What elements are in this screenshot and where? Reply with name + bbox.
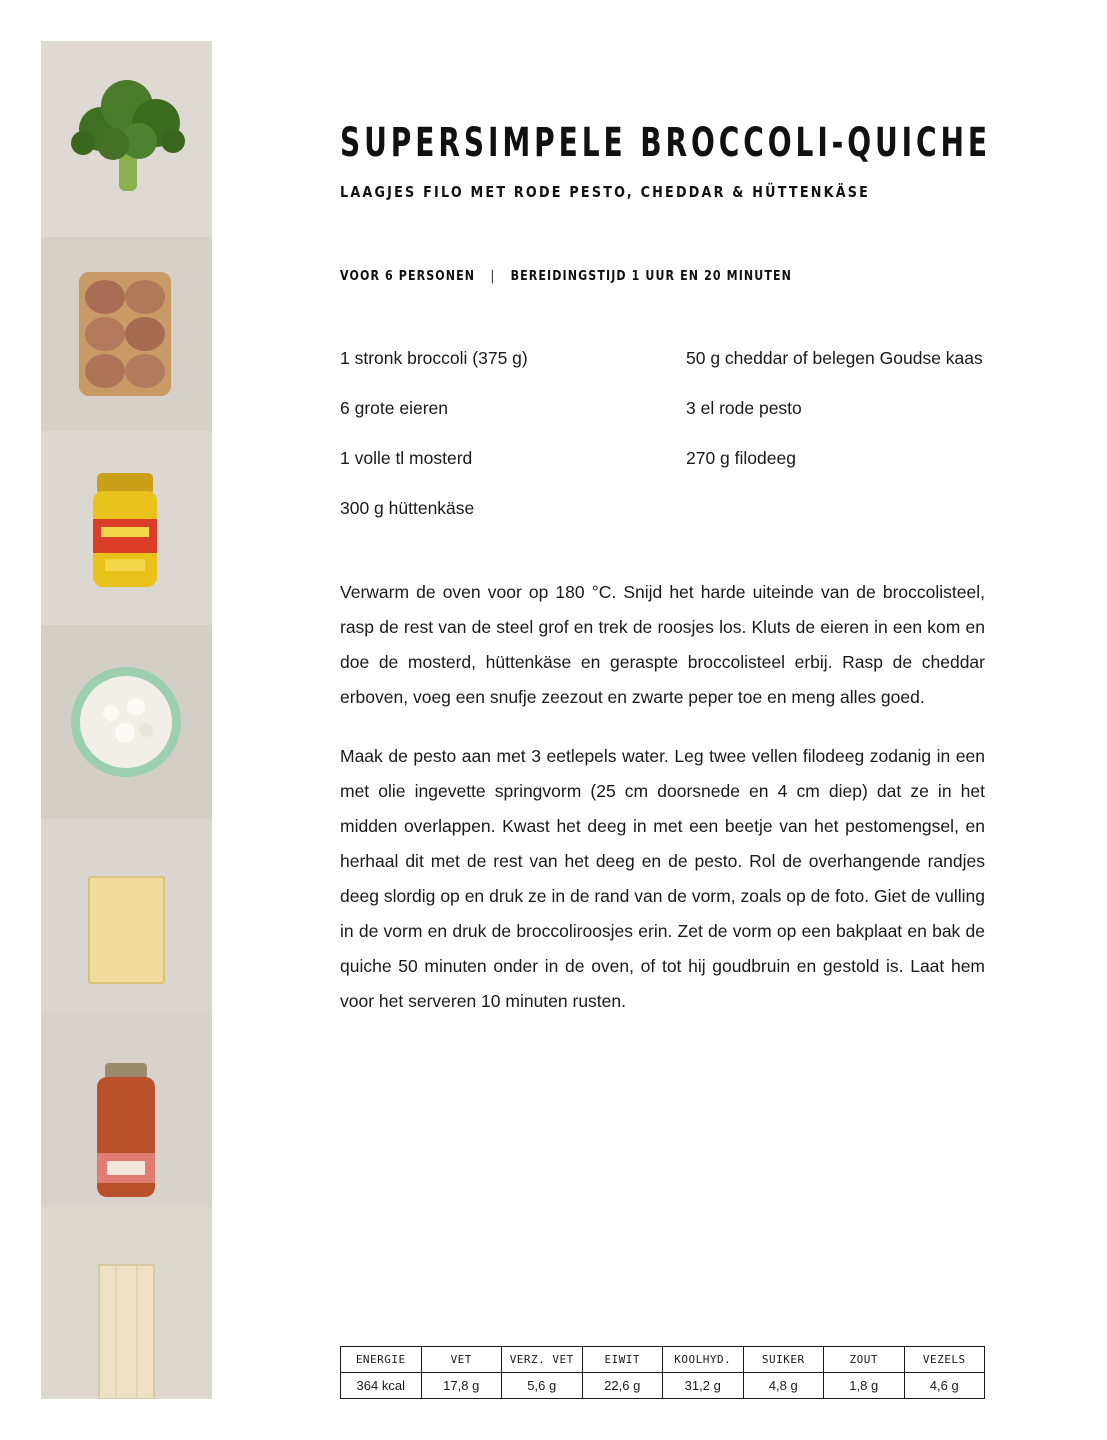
nutrition-header: KOOLHYD. (663, 1347, 744, 1373)
nutrition-value: 17,8 g (421, 1373, 502, 1399)
eggs-photo (41, 237, 212, 431)
ingredients-left-column (340, 346, 528, 546)
nutrition-value: 5,6 g (502, 1373, 583, 1399)
recipe-title: SUPERSIMPELE BROCCOLI-QUICHE (340, 120, 991, 166)
servings: VOOR 6 PERSONEN (340, 269, 476, 284)
ingredient-item: 1 volle tl mosterd (340, 448, 473, 468)
ingredients-right-column (686, 346, 983, 496)
method-step: Verwarm de oven voor op 180 °C. Snijd het harde uiteinde van de broccolisteel, rasp de rest van de steel grof en trek de roosjes los. Kluts de eieren in een kom en doe de mosterd, hüttenkäse en geraspte broccolisteel erbij. Rasp de cheddar erboven, voeg een snufje zeezout en zwarte peper toe en meng alles goed. (340, 582, 985, 707)
ingredient-item: 300 g hüttenkäse (340, 498, 475, 518)
nutrition-header-row (341, 1347, 985, 1373)
ingredient-item: 3 el rode pesto (686, 398, 802, 418)
method-step: Maak de pesto aan met 3 eetlepels water. Leg twee vellen filodeeg zodanig in een met olie ingevette springvorm (25 cm doorsnede en 4 cm diep) dat ze in het midden overlappen. Kwast het deeg in met een beetje van het pestomengsel, en herhaal dit met de rest van het deeg en de pesto. Rol de overhangende randjes deeg slordig op en druk ze in de rand van de vorm, zoals op de foto. Giet de vulling in de vorm en druk de broccoliroosjes erin. Zet de vorm op een bakplaat en bak de quiche 50 minuten onder in de oven, of tot hij goudbruin en gestold is. Laat hem voor het serveren 10 minuten rusten. (340, 746, 985, 1011)
nutrition-header: SUIKER (743, 1347, 824, 1373)
ingredient-item: 1 stronk broccoli (375 g) (340, 348, 528, 368)
broccoli-photo (41, 41, 212, 237)
prep-time: BEREIDINGSTIJD 1 UUR EN 20 MINUTEN (510, 269, 793, 284)
recipe-subtitle: LAAGJES FILO MET RODE PESTO, CHEDDAR & HÜTTENKÄSE (340, 183, 871, 201)
ingredient-item: 6 grote eieren (340, 398, 448, 418)
nutrition-table (340, 1346, 985, 1399)
ingredient-item: 270 g filodeeg (686, 448, 796, 468)
nutrition-header: VERZ. VET (502, 1347, 583, 1373)
nutrition-value: 22,6 g (582, 1373, 663, 1399)
nutrition-value: 4,8 g (743, 1373, 824, 1399)
nutrition-value: 4,6 g (904, 1373, 985, 1399)
cottage-cheese-bowl-photo (41, 625, 212, 819)
nutrition-header: VEZELS (904, 1347, 985, 1373)
nutrition-value: 1,8 g (824, 1373, 905, 1399)
mustard-jar-photo (41, 431, 212, 625)
meta-separator: | (490, 269, 496, 284)
recipe-meta (340, 269, 792, 284)
nutrition-header: EIWIT (582, 1347, 663, 1373)
nutrition-value-row (341, 1373, 985, 1399)
nutrition-header: ENERGIE (341, 1347, 422, 1373)
cheddar-block-photo (41, 819, 212, 1013)
ingredient-photo-strip (41, 41, 212, 1399)
nutrition-header: ZOUT (824, 1347, 905, 1373)
nutrition-value: 31,2 g (663, 1373, 744, 1399)
nutrition-header: VET (421, 1347, 502, 1373)
ingredient-item: 50 g cheddar of belegen Goudse kaas (686, 348, 983, 368)
nutrition-value: 364 kcal (341, 1373, 422, 1399)
red-pesto-jar-photo (41, 1013, 212, 1207)
filo-dough-photo (41, 1207, 212, 1399)
